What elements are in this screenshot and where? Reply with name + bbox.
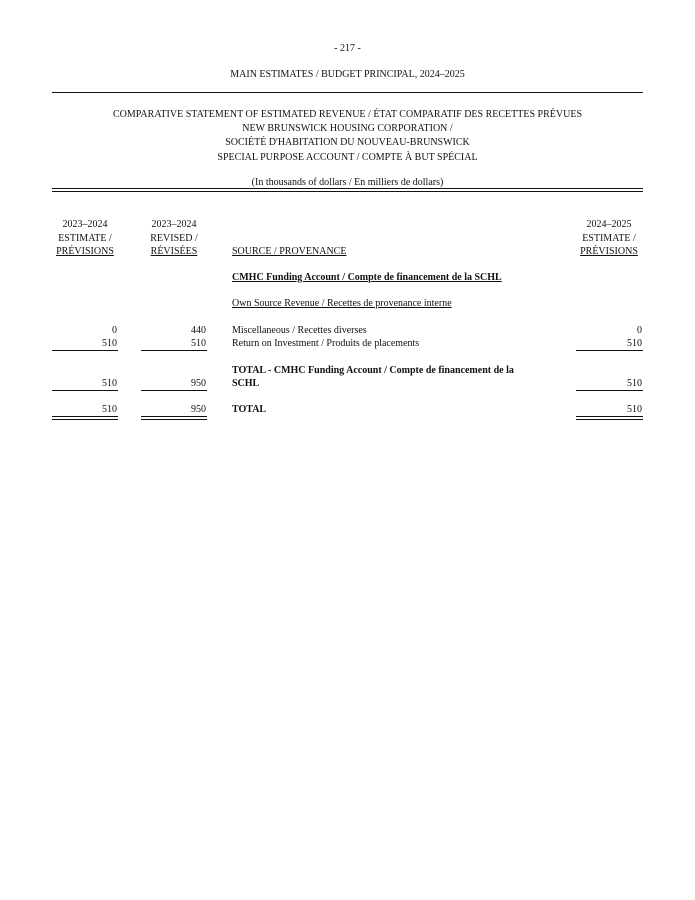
table-cell-revised-2023: 440 bbox=[191, 325, 206, 336]
units-note: (In thousands of dollars / En milliers de dollars) bbox=[251, 177, 444, 188]
column-year: 2024–2025 bbox=[586, 219, 632, 230]
subtotal-estimate-2024: 510 bbox=[627, 378, 642, 389]
title-double-rule bbox=[52, 188, 643, 192]
column-header-estimate-2023 bbox=[52, 218, 118, 259]
total-revised-2023: 950 bbox=[191, 404, 206, 415]
title-line-3: SOCIÉTÉ D'HABITATION DU NOUVEAU-BRUNSWICK bbox=[225, 137, 470, 149]
subtotal-label-line-1: TOTAL - CMHC Funding Account / Compte de financement de la bbox=[232, 365, 514, 376]
total-estimate-2023: 510 bbox=[102, 404, 117, 415]
table-cell-estimate-2024: 510 bbox=[627, 338, 642, 349]
header-rule bbox=[52, 92, 643, 93]
column-double-underline bbox=[141, 416, 207, 420]
column-label: REVISED / bbox=[150, 232, 198, 244]
subtotal-label-line-2: SCHL bbox=[232, 378, 260, 389]
column-year: 2023–2024 bbox=[151, 219, 197, 230]
page-number: - 217 - bbox=[334, 43, 361, 54]
title-line-4: SPECIAL PURPOSE ACCOUNT / COMPTE À BUT SPÉCIAL bbox=[217, 151, 478, 163]
column-header-source: SOURCE / PROVENANCE bbox=[232, 246, 347, 257]
column-label-fr: PRÉVISIONS bbox=[56, 246, 114, 257]
table-cell-estimate-2024: 0 bbox=[637, 325, 642, 336]
total-estimate-2024: 510 bbox=[627, 404, 642, 415]
subtotal-estimate-2023: 510 bbox=[102, 378, 117, 389]
column-label-fr: PRÉVISIONS bbox=[580, 246, 638, 257]
section-heading: CMHC Funding Account / Compte de financement de la SCHL bbox=[232, 272, 502, 283]
table-cell-revised-2023: 510 bbox=[191, 338, 206, 349]
table-row-label: Miscellaneous / Recettes diverses bbox=[232, 325, 367, 336]
column-underline bbox=[576, 390, 643, 391]
table-row-label: Return on Investment / Produits de placements bbox=[232, 338, 420, 349]
column-header-estimate-2024 bbox=[576, 218, 642, 259]
column-underline bbox=[52, 350, 118, 351]
column-label-fr: RÉVISÉES bbox=[150, 246, 198, 257]
running-head: MAIN ESTIMATES / BUDGET PRINCIPAL, 2024–2025 bbox=[230, 69, 465, 80]
column-underline bbox=[576, 350, 643, 351]
table-cell-estimate-2023: 510 bbox=[102, 338, 117, 349]
title-line-1: COMPARATIVE STATEMENT OF ESTIMATED REVENUE / ÉTAT COMPARATIF DES RECETTES PRÉVUES bbox=[113, 109, 582, 120]
subtotal-revised-2023: 950 bbox=[191, 378, 206, 389]
total-label: TOTAL bbox=[232, 404, 267, 415]
section-subheading: Own Source Revenue / Recettes de provenance interne bbox=[232, 298, 452, 309]
title-line-2: NEW BRUNSWICK HOUSING CORPORATION / bbox=[242, 123, 453, 135]
column-underline bbox=[52, 390, 118, 391]
column-underline bbox=[141, 390, 207, 391]
column-label: ESTIMATE / bbox=[58, 232, 112, 244]
statement-title bbox=[0, 108, 695, 165]
column-label: ESTIMATE / bbox=[582, 232, 636, 244]
column-year: 2023–2024 bbox=[62, 219, 108, 230]
column-double-underline bbox=[52, 416, 118, 420]
column-double-underline bbox=[576, 416, 643, 420]
table-cell-estimate-2023: 0 bbox=[112, 325, 117, 336]
column-underline bbox=[141, 350, 207, 351]
column-header-revised-2023 bbox=[141, 218, 207, 259]
